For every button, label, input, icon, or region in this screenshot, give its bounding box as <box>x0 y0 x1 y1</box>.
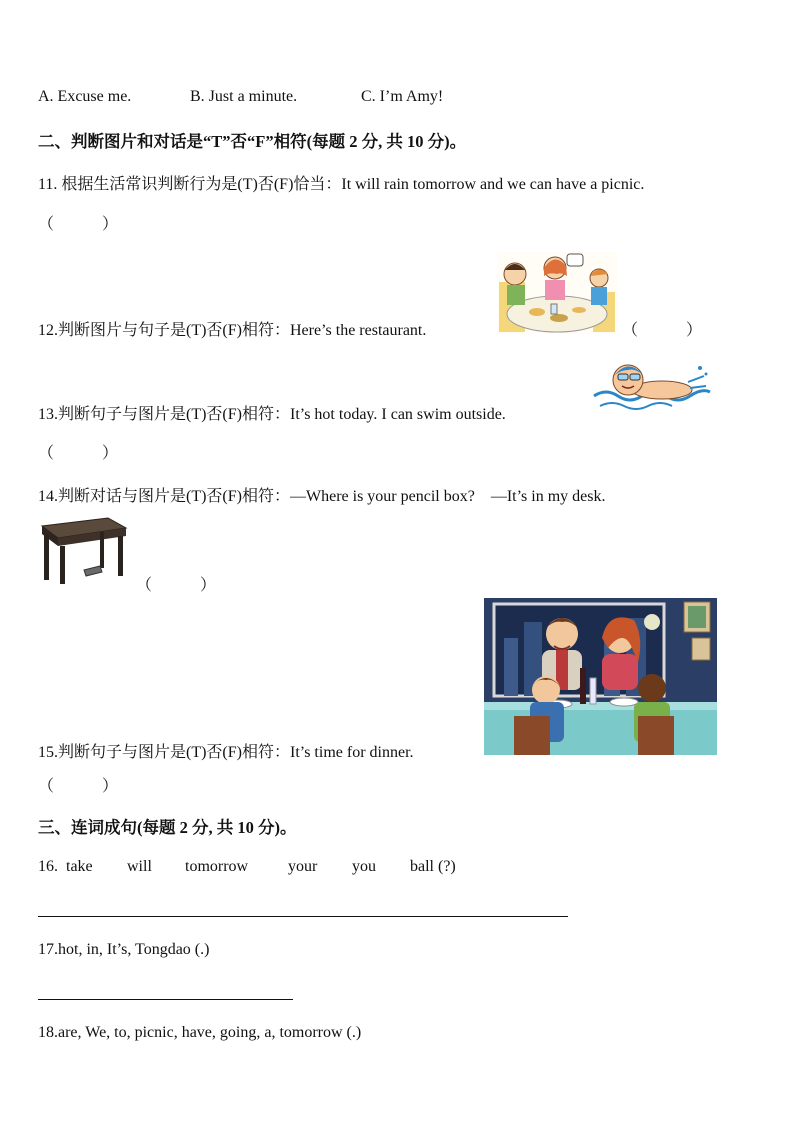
swimming-boy-image <box>592 352 712 414</box>
q11-text: 11. 根据生活常识判断行为是(T)否(F)恰当：It will rain tomorrow and we can have a picnic. <box>38 176 645 193</box>
q18-text: 18.are, We, to, picnic, have, going, a, tomorrow (.) <box>38 1024 362 1041</box>
option-a: A. Excuse me. <box>38 88 132 105</box>
q15-answer-blank[interactable]: （ ） <box>38 778 119 795</box>
family-dinner-image <box>484 598 717 755</box>
q16-word-4: your <box>288 858 318 875</box>
q16-word-1: take <box>66 858 93 875</box>
q17-text: 17.hot, in, It’s, Tongdao (.) <box>38 941 210 958</box>
section3-title: 三、连词成句(每题 2 分, 共 10 分)。 <box>38 818 297 837</box>
q13-answer-blank[interactable]: （ ） <box>38 445 119 462</box>
q16-word-2: will <box>127 858 152 875</box>
section2-title: 二、判断图片和对话是“T”否“F”相符(每题 2 分, 共 10 分)。 <box>38 132 467 151</box>
option-b: B. Just a minute. <box>190 88 298 105</box>
q16-word-5: you <box>352 858 376 875</box>
q16-number: 16. <box>38 858 58 875</box>
option-c: C. I’m Amy! <box>361 88 444 105</box>
q12-answer-blank[interactable]: （ ） <box>622 322 703 339</box>
picnic-family-image <box>497 252 617 334</box>
q14-answer-blank[interactable]: （ ） <box>136 577 217 594</box>
q13-text: 13.判断句子与图片是(T)否(F)相符：It’s hot today. I can swim outside. <box>38 406 506 423</box>
q14-text: 14.判断对话与图片是(T)否(F)相符：—Where is your pencil box? —It’s in my desk. <box>38 488 606 505</box>
q15-text: 15.判断句子与图片是(T)否(F)相符：It’s time for dinner. <box>38 744 414 761</box>
q17-answer-line[interactable] <box>38 999 293 1000</box>
q11-answer-blank[interactable]: （ ） <box>38 216 119 233</box>
q16-answer-line[interactable] <box>38 916 568 917</box>
q12-text: 12.判断图片与句子是(T)否(F)相符：Here’s the restaurant. <box>38 322 427 339</box>
q16-word-6: ball (?) <box>410 858 456 875</box>
desk-image <box>38 514 130 586</box>
q16-word-3: tomorrow <box>185 858 249 875</box>
